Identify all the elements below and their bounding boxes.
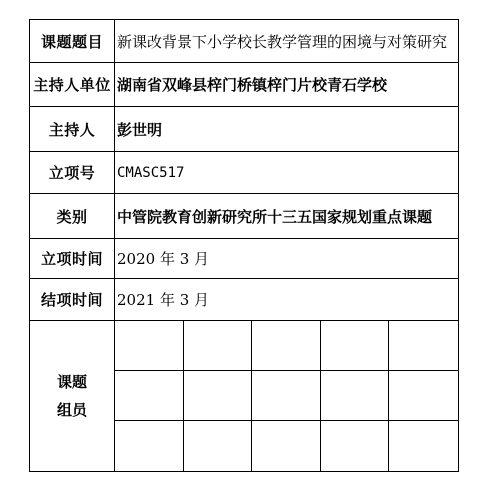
label-end-date: 结项时间 [30,279,115,320]
row-project-number [30,152,458,194]
value-project-number: CMASC517 [117,164,185,181]
value-title: 新课改背景下小学校长教学管理的困境与对策研究 [117,32,448,51]
member-cell [321,371,390,421]
row-members [30,321,458,471]
members-grid [115,321,458,471]
value-end-date: 2021 年 3 月 [117,291,210,309]
member-cell [184,421,253,471]
value-category: 中管院教育创新研究所十三五国家规划重点课题 [117,207,433,226]
row-end-date [30,279,458,321]
value-host: 彭世明 [117,120,163,139]
member-cell [252,421,321,471]
row-start-date [30,239,458,279]
label-members-line2: 组员 [56,401,87,419]
row-category [30,194,458,239]
row-host-unit [30,63,458,107]
value-host-unit: 湖南省双峰县梓门桥镇梓门片校青石学校 [117,76,388,94]
member-cell [389,321,458,371]
label-category: 类别 [30,194,115,238]
member-cell [321,421,390,471]
member-cell [252,321,321,371]
member-cell [184,321,253,371]
label-start-date: 立项时间 [30,239,115,278]
value-start-date: 2020 年 3 月 [117,250,210,268]
label-host-unit: 主持人单位 [30,63,115,106]
member-cell [115,321,184,371]
member-cell [115,421,184,471]
member-cell [389,421,458,471]
row-title [30,20,458,63]
member-cell [252,371,321,421]
label-title: 课题题目 [30,20,115,62]
label-members-line1: 课题 [56,373,87,391]
member-cell [321,321,390,371]
member-cell [389,371,458,421]
member-cell [184,371,253,421]
row-host [30,107,458,152]
member-cell [115,371,184,421]
label-host: 主持人 [30,107,115,151]
project-info-table [29,19,459,472]
label-project-number: 立项号 [30,152,115,193]
label-members [30,321,115,471]
